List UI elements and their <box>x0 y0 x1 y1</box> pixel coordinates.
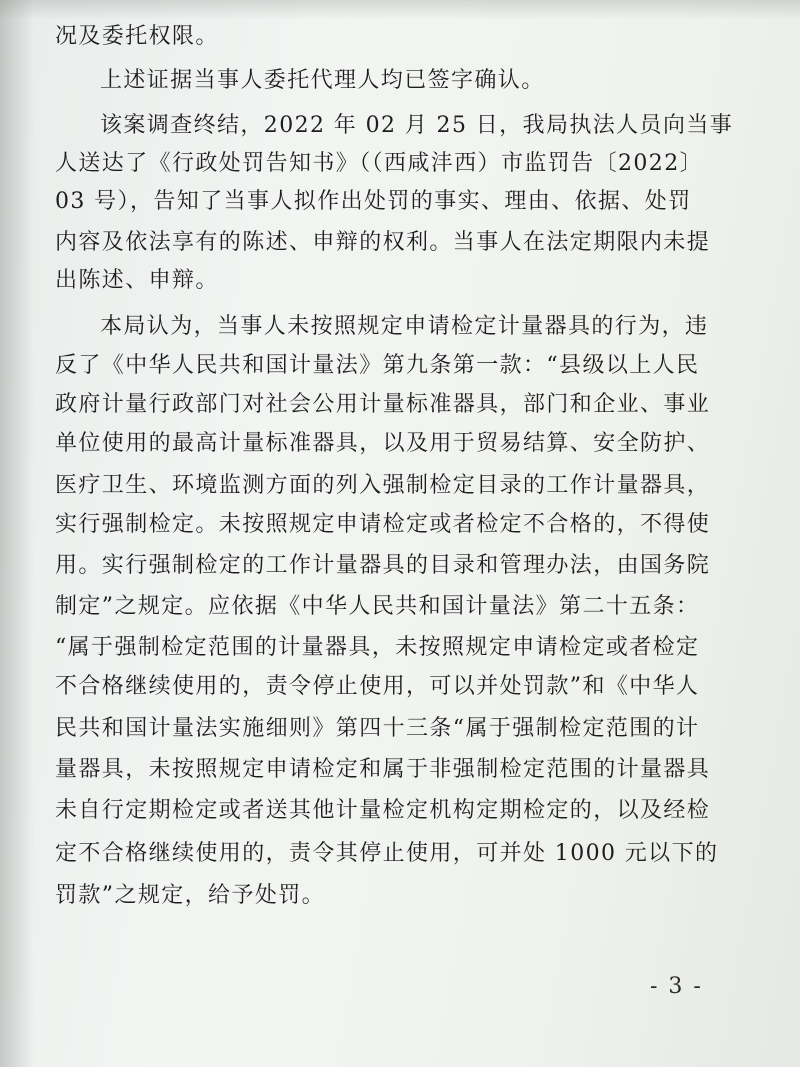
text-line-2: 上述证据当事人委托代理人均已签字确认。 <box>100 68 545 93</box>
text-line-1: 况及委托权限。 <box>55 24 219 49</box>
text-line-7: 出陈述、申辩。 <box>55 268 219 293</box>
text-line-20: 未自行定期检定或者送其他计量检定机构定期检定的，以及经检 <box>55 798 711 823</box>
text-line-16: “属于强制检定范围的计量器具，未按照规定申请检定或者检定 <box>55 635 700 660</box>
page-edge-shadow <box>0 0 34 1067</box>
text-line-10: 政府计量行政部门对社会公用计量标准器具，部门和企业、事业 <box>55 392 711 417</box>
text-line-19: 量器具，未按照规定申请检定和属于非强制检定范围的计量器具 <box>55 757 711 782</box>
text-line-12: 医疗卫生、环境监测方面的列入强制检定目录的工作计量器具， <box>55 473 711 498</box>
text-line-17: 不合格继续使用的，责令停止使用，可以并处罚款”和《中华人 <box>55 674 700 699</box>
text-line-14: 用。实行强制检定的工作计量器具的目录和管理办法，由国务院 <box>55 553 711 578</box>
text-line-11: 单位使用的最高计量标准器具，以及用于贸易结算、安全防护、 <box>55 431 711 456</box>
text-line-22: 罚款”之规定，给予处罚。 <box>55 883 326 908</box>
page-number: - 3 - <box>650 974 703 999</box>
text-line-13: 实行强制检定。未按照规定申请检定或者检定不合格的，不得使 <box>55 512 711 537</box>
page-top-shadow <box>0 0 800 20</box>
text-line-9: 反了《中华人民共和国计量法》第九条第一款：“县级以上人民 <box>55 353 700 378</box>
text-line-4: 人送达了《行政处罚告知书》（（西咸沣西）市监罚告〔2022〕 <box>55 151 703 176</box>
text-line-3: 该案调查终结，2022 年 02 月 25 日，我局执法人员向当事 <box>100 113 734 138</box>
text-line-6: 内容及依法享有的陈述、申辩的权利。当事人在法定期限内未提 <box>55 230 711 255</box>
text-line-5: 03 号），告知了当事人拟作出处罚的事实、理由、依据、处罚 <box>55 189 692 214</box>
text-line-18: 民共和国计量法实施细则》第四十三条“属于强制检定范围的计 <box>55 716 700 741</box>
text-line-21: 定不合格继续使用的，责令其停止使用，可并处 1000 元以下的 <box>55 841 719 866</box>
text-line-15: 制定”之规定。应依据《中华人民共和国计量法》第二十五条： <box>55 594 700 619</box>
text-line-8: 本局认为，当事人未按照规定申请检定计量器具的行为，违 <box>100 314 709 339</box>
